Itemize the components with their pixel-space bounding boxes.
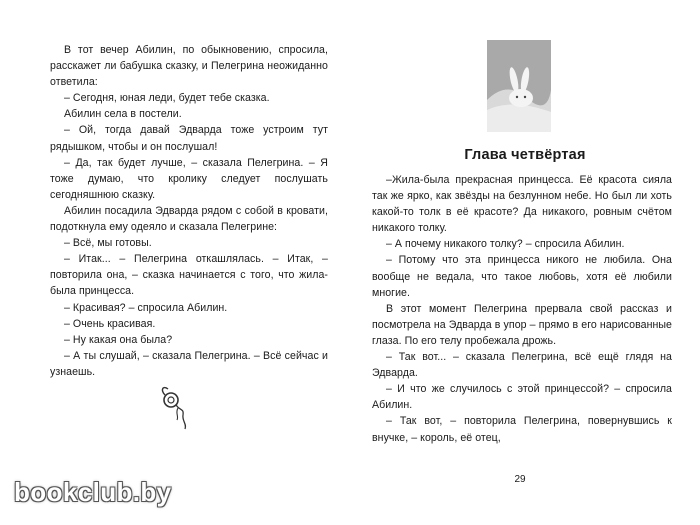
- left-page-text: [50, 42, 328, 380]
- paragraph: – Ой, тогда давай Эдварда тоже устроим тут рядышком, чтобы и он послушал!: [50, 124, 328, 153]
- chapter-title: Глава четвёртая: [464, 147, 586, 163]
- paragraph: В этот момент Пелегрина прервала свой рассказ и посмотрела на Эдварда в упор – прямо в его нарисованные глаза. По его телу пробежала дрожь.: [372, 302, 672, 347]
- paragraph: – Очень красивая.: [64, 317, 156, 330]
- rabbit-illustration: [487, 40, 551, 132]
- paragraph: –Жила-была прекрасная принцесса. Её красота сияла так же ярко, как звёзды на безлунном небе. Но был ли хоть какой-то толк в её красоте? Да никакого, ровным счётом никакого толку.: [372, 174, 672, 235]
- paragraph: – Так вот, – повторила Пелегрина, повернувшись к внучке, – король, её отец,: [372, 415, 672, 444]
- page-number: 29: [514, 474, 526, 485]
- right-page: [350, 0, 700, 525]
- rabbit-icon: [487, 40, 551, 132]
- paragraph: – Ну какая она была?: [64, 333, 173, 346]
- right-page-text: [372, 172, 672, 446]
- paragraph: – Красивая? – спросила Абилин.: [64, 301, 228, 314]
- paragraph: В тот вечер Абилин, по обыкновению, спросила, расскажет ли бабушка сказку, и Пелегрина неожиданно ответила:: [50, 44, 328, 89]
- paragraph: – Итак... – Пелегрина откашлялась. – Итак, – повторила она, – сказка начинается с того, что жила-была принцесса.: [50, 253, 328, 298]
- paragraph: – Так вот... – сказала Пелегрина, всё ещё глядя на Эдварда.: [372, 351, 672, 380]
- pocket-watch-ornament-icon: [158, 386, 198, 432]
- site-watermark: bookclub.by: [14, 477, 172, 507]
- paragraph: Абилин села в постели.: [64, 108, 182, 121]
- paragraph: – Потому что эта принцесса никого не любила. Она вообще не ведала, что такое любовь, хотя её любили многие.: [372, 254, 672, 299]
- paragraph: – Да, так будет лучше, – сказала Пелегрина. – Я тоже думаю, что кролику следует послушать сегодняшнюю сказку.: [50, 156, 328, 201]
- paragraph: – Всё, мы готовы.: [64, 237, 152, 250]
- paragraph: – И что же случилось с этой принцессой? – спросила Абилин.: [372, 383, 672, 412]
- paragraph: – Сегодня, юная леди, будет тебе сказка.: [64, 92, 270, 105]
- paragraph: – А ты слушай, – сказала Пелегрина. – Всё сейчас и узнаешь.: [50, 349, 328, 378]
- paragraph: – А почему никакого толку? – спросила Абилин.: [386, 238, 625, 251]
- paragraph: Абилин посадила Эдварда рядом с собой в кровати, подоткнула ему одеяло и сказала Пелегрине:: [50, 204, 328, 234]
